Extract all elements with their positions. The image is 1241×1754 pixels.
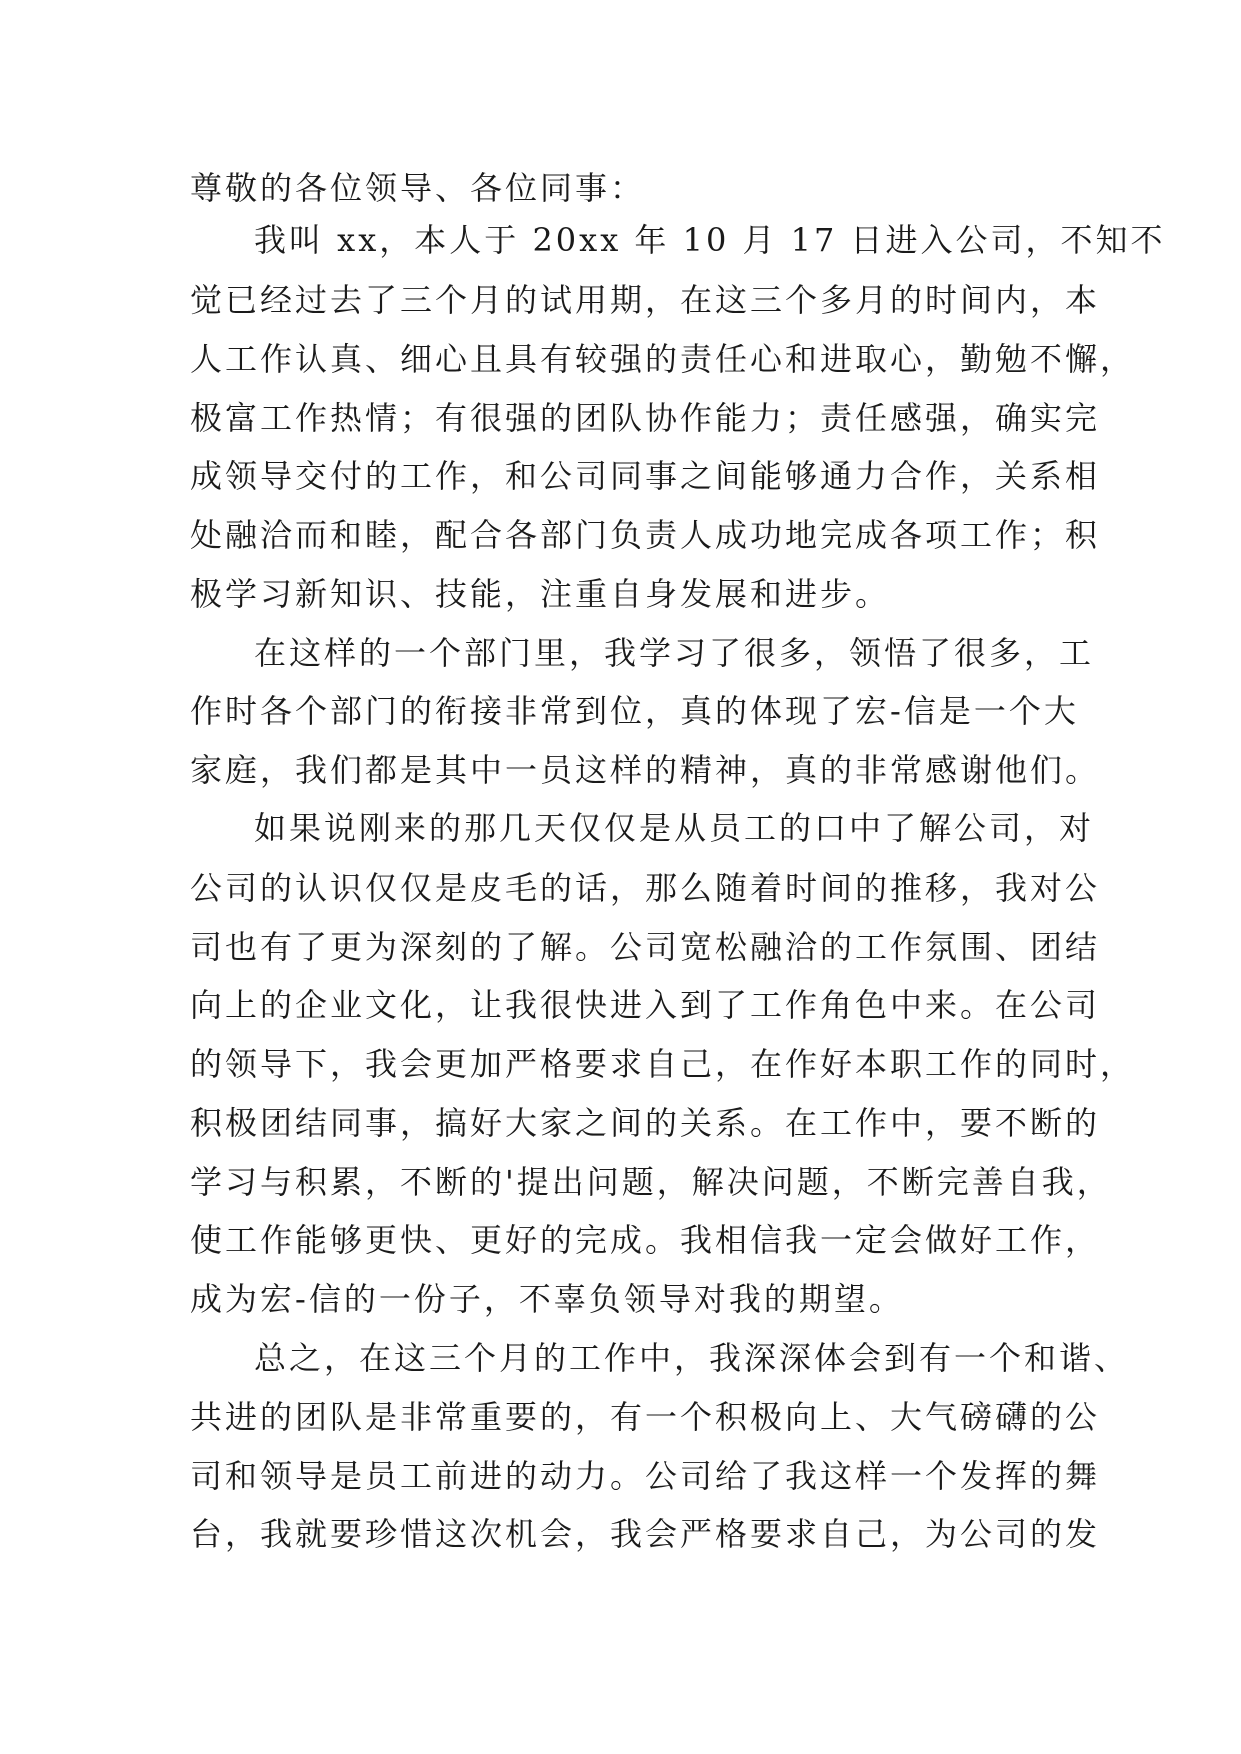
paragraph-1-line-6: 处融洽而和睦，配合各部门负责人成功地完成各项工作；积 bbox=[190, 516, 1101, 554]
paragraph-2-line-2: 作时各个部门的衔接非常到位，真的体现了宏-信是一个大 bbox=[190, 692, 1079, 730]
salutation: 尊敬的各位领导、各位同事： bbox=[190, 169, 646, 207]
paragraph-4-line-1: 总之，在这三个月的工作中，我深深体会到有一个和谐、 bbox=[254, 1339, 1130, 1377]
paragraph-2-line-3: 家庭，我们都是其中一员这样的精神，真的非常感谢他们。 bbox=[190, 751, 1101, 789]
paragraph-3-line-9: 成为宏-信的一份子，不辜负领导对我的期望。 bbox=[190, 1280, 904, 1318]
paragraph-2-line-1: 在这样的一个部门里，我学习了很多，领悟了很多，工 bbox=[254, 634, 1095, 672]
paragraph-3-line-1: 如果说刚来的那几天仅仅是从员工的口中了解公司，对 bbox=[254, 809, 1095, 847]
paragraph-1-line-1: 我叫 xx，本人于 20xx 年 10 月 17 日进入公司，不知不 bbox=[254, 221, 1166, 259]
paragraph-3-line-3: 司也有了更为深刻的了解。公司宽松融洽的工作氛围、团结 bbox=[190, 928, 1101, 966]
paragraph-4-line-4: 台，我就要珍惜这次机会，我会严格要求自己，为公司的发 bbox=[190, 1515, 1101, 1553]
paragraph-3-line-6: 积极团结同事，搞好大家之间的关系。在工作中，要不断的 bbox=[190, 1104, 1101, 1142]
paragraph-1-line-5: 成领导交付的工作，和公司同事之间能够通力合作，关系相 bbox=[190, 457, 1101, 495]
paragraph-4-line-3: 司和领导是员工前进的动力。公司给了我这样一个发挥的舞 bbox=[190, 1457, 1101, 1495]
paragraph-1-line-2: 觉已经过去了三个月的试用期，在这三个多月的时间内，本 bbox=[190, 281, 1101, 319]
paragraph-1-line-4: 极富工作热情；有很强的团队协作能力；责任感强，确实完 bbox=[190, 399, 1101, 437]
paragraph-4-line-2: 共进的团队是非常重要的，有一个积极向上、大气磅礴的公 bbox=[190, 1398, 1101, 1436]
paragraph-1-line-3: 人工作认真、细心且具有较强的责任心和进取心，勤勉不懈， bbox=[190, 340, 1136, 378]
paragraph-1-line-7: 极学习新知识、技能，注重自身发展和进步。 bbox=[190, 575, 891, 613]
paragraph-3-line-2: 公司的认识仅仅是皮毛的话，那么随着时间的推移，我对公 bbox=[190, 869, 1101, 907]
paragraph-3-line-5: 的领导下，我会更加严格要求自己，在作好本职工作的同时， bbox=[190, 1045, 1136, 1083]
paragraph-3-line-4: 向上的企业文化，让我很快进入到了工作角色中来。在公司 bbox=[190, 986, 1101, 1024]
paragraph-3-line-7: 学习与积累，不断的'提出问题，解决问题，不断完善自我， bbox=[190, 1163, 1112, 1201]
paragraph-3-line-8: 使工作能够更快、更好的完成。我相信我一定会做好工作， bbox=[190, 1221, 1101, 1259]
